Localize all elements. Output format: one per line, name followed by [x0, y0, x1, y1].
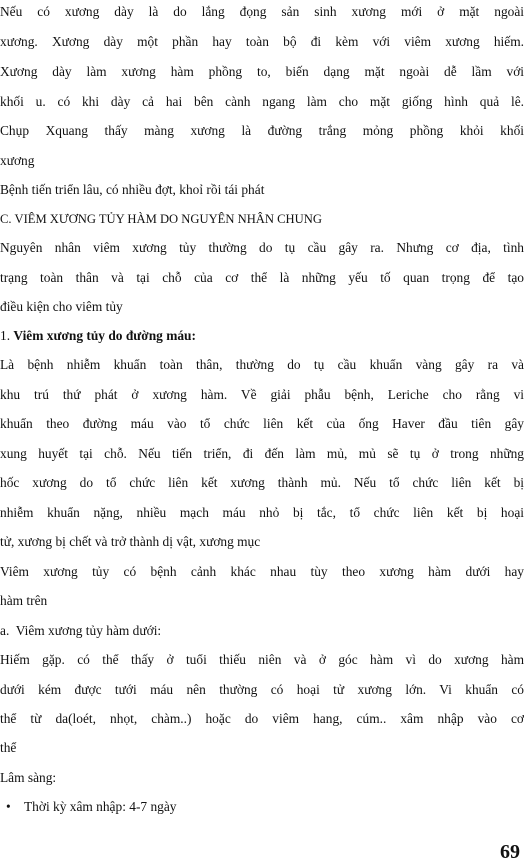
list-item-text: Thời kỳ xâm nhập: 4-7 ngày: [24, 799, 177, 814]
page-number: 69: [500, 841, 520, 863]
subsection-heading: [0, 326, 524, 346]
text-line: dưới kém được tưới máu nên thường có hoại tử xương lớn. Vi khuẩn có: [0, 682, 524, 697]
list-item: [6, 797, 506, 817]
text-line: Bệnh tiến triển lâu, có nhiều đợt, khoỉ rồi tái phát: [0, 182, 265, 197]
text-line: Lâm sàng:: [0, 770, 57, 785]
text-line: khối u. có khi dày cả hai bên cành ngang làm cho mặt giống hình quả lê.: [0, 94, 524, 109]
section-heading: C. VIÊM XƯƠNG TỦY HÀM DO NGUYÊN NHÂN CHUNG: [0, 212, 322, 226]
text-line: điều kiện cho viêm tủy: [0, 299, 123, 314]
heading-text: Viêm xương tủy do đường máu:: [13, 328, 196, 343]
text-line: Xương dày làm xương hàm phồng to, biến dạng mặt ngoài dễ lầm với: [0, 64, 524, 79]
bullet-icon: •: [6, 799, 11, 814]
text-line: khu trú thứ phát ở xương hàm. Về giải phẫu bệnh, Leriche cho rằng vi: [0, 387, 524, 402]
text-line: Hiếm gặp. có thể thấy ở tuổi thiếu niên và ở góc hàm vì do xương hàm: [0, 652, 524, 667]
text-line: nhiễm khuẩn nặng, nhiều mạch máu nhỏ bị tắc, tổ chức liên kết bị hoại: [0, 505, 524, 520]
text-line: xương: [0, 153, 35, 168]
text-line: xung huyết tại chỗ. Nếu tiến triển, đi đến làm mủ, mủ sẽ tụ ở trong những: [0, 446, 524, 461]
text-line: Là bệnh nhiễm khuẩn toàn thân, thường do tụ cầu khuẩn vàng gây ra và: [0, 357, 524, 372]
text-line: tử, xương bị chết và trở thành dị vật, xương mục: [0, 534, 261, 549]
text-line: Viêm xương tủy có bệnh cảnh khác nhau tùy theo xương hàm dưới hay: [0, 564, 524, 579]
text-line: thể: [0, 740, 17, 755]
text-line: xương. Xương dày một phần hay toàn bộ đi kèm với viêm xương hiếm.: [0, 34, 524, 49]
subsection-heading: a. Viêm xương tủy hàm dưới:: [0, 623, 162, 638]
text-line: thể từ da(loét, nhọt, chàm..) hoặc do viêm hang, cúm.. xâm nhập vào cơ: [0, 711, 524, 726]
text-line: Chụp Xquang thấy màng xương là đường trắng mỏng phồng khỏi khối: [0, 123, 524, 138]
text-line: hốc xương do tổ chức liên kết xương thành mủ. Nếu tổ chức liên kết bị: [0, 475, 524, 490]
heading-number: 1.: [0, 328, 11, 343]
text-line: trạng toàn thân và tại chỗ của cơ thể là những yếu tố quan trọng để tạo: [0, 270, 524, 285]
text-line: hàm trên: [0, 593, 48, 608]
text-line: Nếu có xương dày là do lắng đọng sản sinh xương mới ở mặt ngoài: [0, 4, 524, 19]
text-line: khuẩn theo đường máu vào tổ chức liên kết của ống Haver đầu tiên gây: [0, 416, 524, 431]
text-line: Nguyên nhân viêm xương tủy thường do tụ cầu gây ra. Nhưng cơ địa, tình: [0, 240, 524, 255]
